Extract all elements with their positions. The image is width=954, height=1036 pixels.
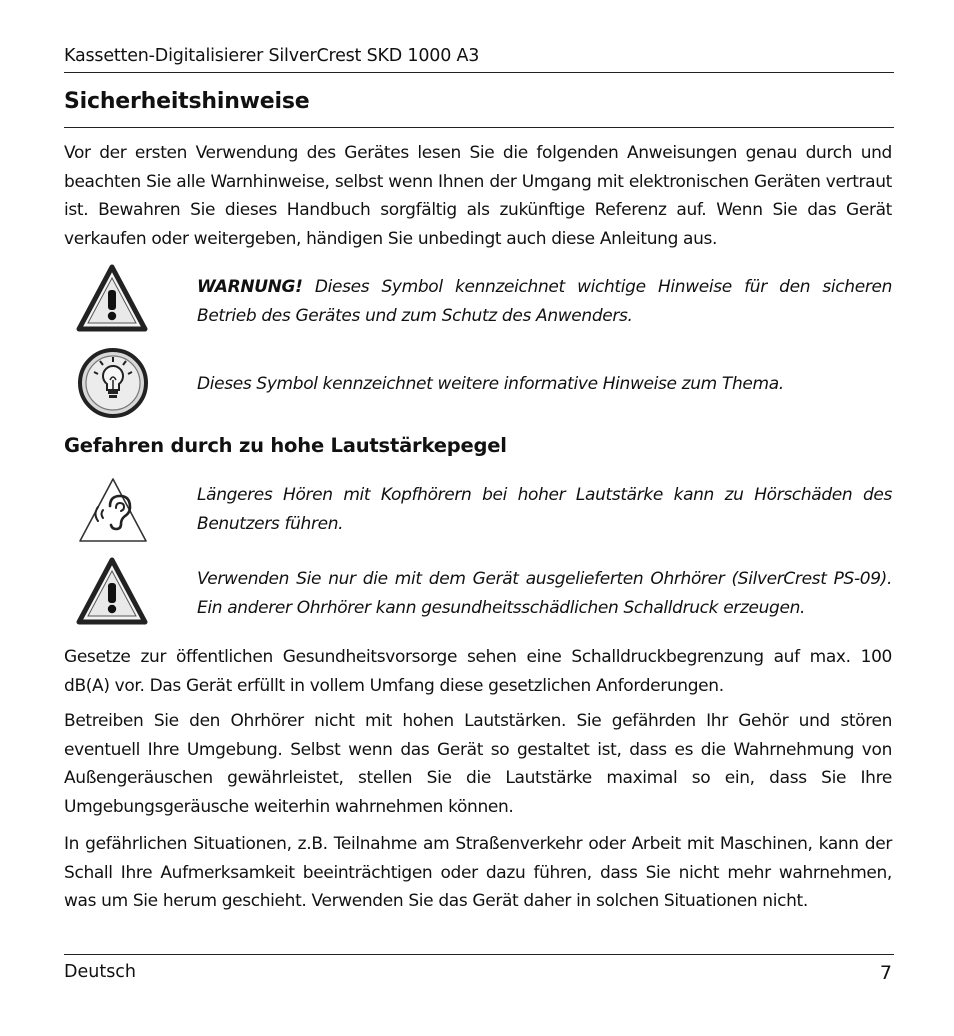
ear-warning-icon [77,476,149,544]
footer-rule [64,954,894,955]
subsection-title: Gefahren durch zu hohe Lautstärkepegel [64,434,507,457]
running-title: Kassetten-Digitalisierer SilverCrest SKD 1000 A3 [64,46,480,66]
section-title: Sicherheitshinweise [64,89,310,114]
paragraph-volume-advice: Betreiben Sie den Ohrhörer nicht mit hohen Lautstärken. Sie gefährden Ihr Gehör und stören eventuell Ihre Umgebung. Selbst wenn das Gerät so gestaltet ist, dass es die Wahrnehmung von Außengeräuschen gewährleistet, stellen Sie die Lautstärke maximal so ein, dass Sie Ihre Umgebungsgeräusche weiterhin wahrnehmen können. [64,711,892,817]
earphone-note: Verwenden Sie nur die mit dem Gerät ausgelieferten Ohrhörer (SilverCrest PS-09). Ein anderer Ohrhörer kann gesundheitsschädlichen Schalldruck erzeugen. [197,569,892,618]
warning-triangle-icon [76,264,148,332]
warning-note [197,273,892,330]
paragraph-sound-limit: Gesetze zur öffentlichen Gesundheitsvorsorge sehen eine Schalldruckbegrenzung auf max. 100 dB(A) vor. Das Gerät erfüllt in vollem Umfang diese gesetzlichen Anforderungen. [64,647,892,696]
paragraph-dangerous-situations: In gefährlichen Situationen, z.B. Teilnahme am Straßenverkehr oder Arbeit mit Maschinen, kann der Schall Ihre Aufmerksamkeit beeinträchtigen oder dazu führen, dass Sie nicht mehr wahrnehmen, was um Sie herum geschieht. Verwenden Sie das Gerät daher in solchen Situationen nicht. [64,834,892,911]
warning-text: Dieses Symbol kennzeichnet wichtige Hinweise für den sicheren Betrieb des Gerätes und zum Schutz des Anwenders. [197,277,892,326]
intro-paragraph: Vor der ersten Verwendung des Gerätes lesen Sie die folgenden Anweisungen genau durch und beachten Sie alle Warnhinweise, selbst wenn Ihnen der Umgang mit elektronischen Geräten vertraut ist. Bewahren Sie dieses Handbuch sorgfältig als zukünftige Referenz auf. Wenn Sie das Gerät verkaufen oder weitergeben, händigen Sie unbedingt auch diese Anleitung aus. [64,143,892,249]
page-number: 7 [879,962,892,984]
header-rule [64,72,894,73]
footer-language: Deutsch [64,962,137,982]
section-rule [64,127,894,128]
hearing-note: Längeres Hören mit Kopfhörern bei hoher Lautstärke kann zu Hörschäden des Benutzers führen. [197,485,892,534]
warning-triangle-icon [76,557,148,625]
info-note: Dieses Symbol kennzeichnet weitere informative Hinweise zum Thema. [197,374,784,394]
warning-label: WARNUNG! [197,277,303,297]
lightbulb-icon [77,347,149,419]
manual-page [64,0,894,1036]
